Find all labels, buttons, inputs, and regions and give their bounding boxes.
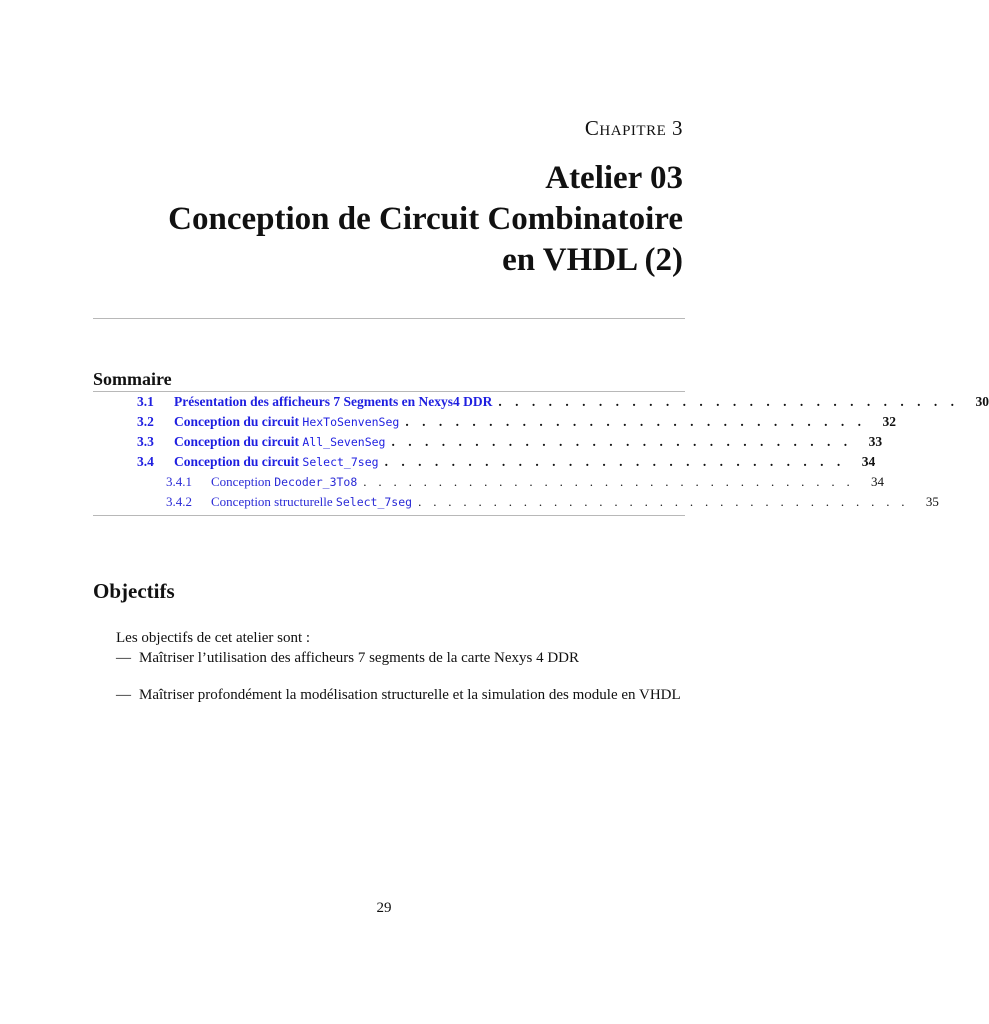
chapter-label: Chapitre 3 (584, 116, 683, 140)
toc-entry-text: Conception du circuit (174, 454, 303, 469)
toc-entry-number: 3.2 (137, 414, 154, 429)
chapter-title-line: en VHDL (2) (502, 242, 683, 278)
toc-entry-number: 3.4.2 (166, 494, 192, 509)
objective-item (116, 685, 688, 705)
objective-item (116, 648, 688, 668)
toc-entry-code: Select_7seg (302, 455, 379, 469)
toc-entry-number: 3.3 (137, 434, 154, 449)
toc-heading: Sommaire (93, 369, 172, 389)
toc-entry-3-1[interactable] (137, 394, 989, 414)
toc-entry-number: 3.4.1 (166, 474, 192, 489)
chapter-title-line: Conception de Circuit Combinatoire (168, 201, 683, 237)
section-heading-objectifs: Objectifs (93, 579, 175, 603)
chapter-title-line: Atelier 03 (545, 160, 683, 196)
toc-entry-text: Conception du circuit (174, 414, 303, 429)
toc-entry-title (174, 394, 492, 410)
objectives-intro: Les objectifs de cet atelier sont : (116, 630, 311, 646)
toc-entry-text: Conception structurelle (211, 494, 336, 509)
divider (93, 515, 685, 516)
toc-entry-3-4[interactable] (137, 454, 876, 474)
objective-text: Maîtriser profondément la modélisation structurelle et la simulation des module en VHDL (139, 687, 681, 703)
toc-entry-3-2[interactable] (137, 414, 896, 434)
toc-leader-dots: . . . . . . . . . . . . . . . . . . . . . . . . . . . . . . . . . (363, 474, 855, 489)
toc-entry-text: Présentation des afficheurs 7 Segments en Nexys4 DDR (174, 394, 493, 409)
toc-entry-title (174, 454, 379, 470)
toc-entry-code: All_SevenSeg (302, 435, 386, 449)
chapter-title (168, 158, 683, 281)
dash-bullet: — (116, 687, 131, 703)
toc-entry-page: 34 (861, 454, 876, 469)
toc-entry-3-4-2[interactable] (166, 494, 939, 514)
objective-text: Maîtriser l’utilisation des afficheurs 7 segments de la carte Nexys 4 DDR (139, 650, 580, 666)
page-number: 29 (376, 900, 392, 916)
toc-leader-dots: . . . . . . . . . . . . . . . . . . . . . . . . . . . . (391, 434, 853, 449)
toc-entry-page: 33 (868, 434, 883, 449)
toc-entry-text: Conception du circuit (174, 434, 303, 449)
toc-entry-code: HexToSenvenSeg (302, 415, 400, 429)
toc-leader-dots: . . . . . . . . . . . . . . . . . . . . . . . . . . . . (384, 454, 846, 469)
toc-entry-code: Decoder_3To8 (274, 475, 358, 489)
toc-entry-number: 3.1 (137, 394, 154, 409)
toc-entry-page: 30 (975, 394, 989, 409)
divider (93, 391, 685, 392)
toc-entry-page: 34 (871, 474, 885, 489)
toc-leader-dots: . . . . . . . . . . . . . . . . . . . . . . . . . . . . (405, 414, 866, 429)
dash-bullet: — (116, 650, 131, 666)
toc-entry-text: Conception (211, 474, 275, 489)
toc-entry-code: Select_7seg (335, 495, 413, 509)
toc-entry-page: 35 (925, 494, 939, 509)
toc-entry-title (174, 434, 385, 450)
divider (93, 318, 685, 319)
toc-entry-title (211, 494, 412, 510)
toc-entry-page: 32 (882, 414, 896, 429)
toc-entry-title (211, 474, 357, 490)
toc-entry-3-4-1[interactable] (166, 474, 885, 494)
toc-entry-number: 3.4 (137, 454, 154, 469)
toc-leader-dots: . . . . . . . . . . . . . . . . . . . . . . . . . . . . (498, 394, 959, 409)
toc-entry-title (174, 414, 399, 430)
toc-entry-3-3[interactable] (137, 434, 883, 454)
toc-leader-dots: . . . . . . . . . . . . . . . . . . . . . . . . . . . . . . . . . (418, 494, 909, 509)
